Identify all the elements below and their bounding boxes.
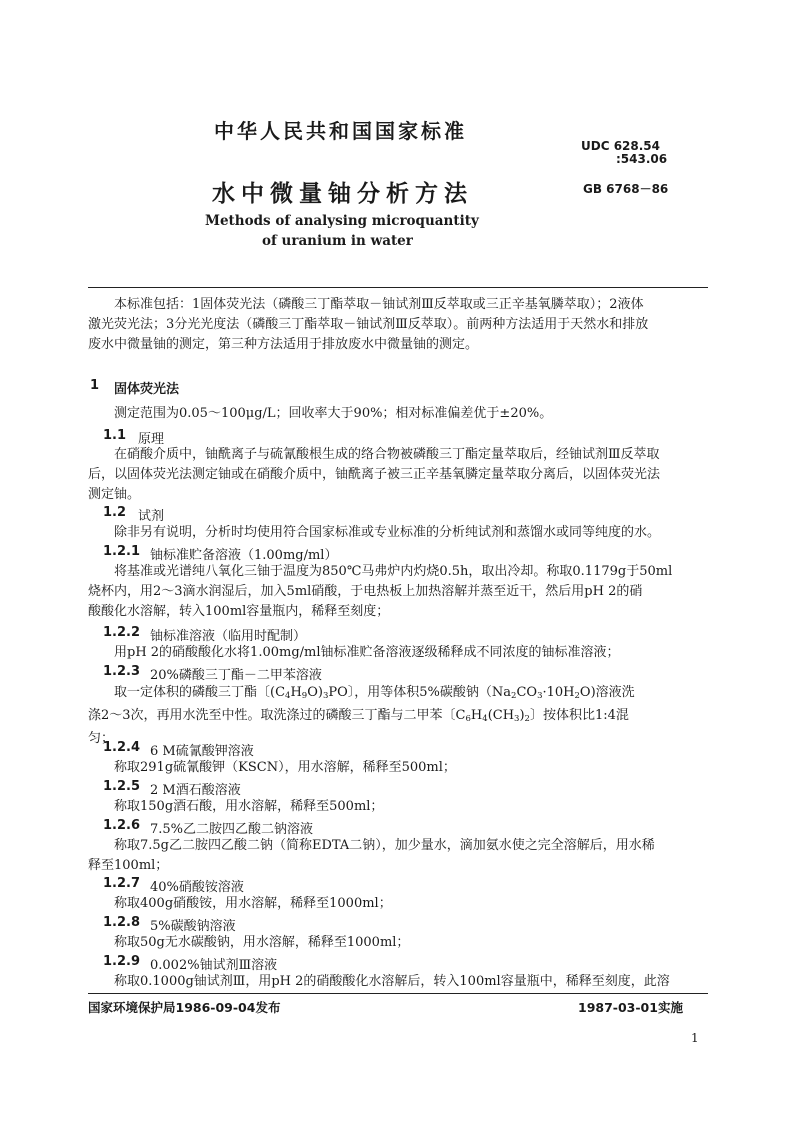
section-1-number: 1 (90, 378, 100, 393)
footer-divider (88, 993, 708, 994)
measurement-range-text: 测定范围为0.05～100μg/L；回收率大于90%；相对标准偏差优于±20%。 (114, 406, 553, 421)
sodium-carbonate-text: 称取50g无水碳酸钠，用水溶解，稀释至1000ml； (114, 935, 410, 950)
principle-line: 后，以固体荧光法测定铀或在硝酸介质中，铀酰离子被三正辛基氧膦定量萃取分离后，以固体荧光法 (88, 467, 661, 482)
reagents-note: 除非另有说明，分析时均使用符合国家标准或专业标准的分析纯试剂和蒸馏水或同等纯度的水。 (114, 525, 661, 540)
national-standard-heading: 中华人民共和国国家标准 (214, 119, 467, 143)
principle-paragraph (88, 445, 660, 505)
gb-standard-code: GB 6768－86 (583, 182, 669, 196)
page-number: 1 (691, 1031, 699, 1045)
section-1-2-4-number: 1.2.4 (103, 740, 141, 755)
intro-line: 废水中微量铀的测定，第三种方法适用于排放废水中微量铀的测定。 (88, 337, 479, 352)
section-1-2-6-number: 1.2.6 (103, 818, 141, 833)
stock-solution-paragraph (88, 562, 672, 622)
intro-line: 激光荧光法；3分光光度法（磷酸三丁酯萃取－铀试剂Ⅲ反萃取）。前两种方法适用于天然水和排放 (88, 317, 649, 332)
section-1-2-1-number: 1.2.1 (103, 544, 141, 559)
section-1-title: 固体荧光法 (114, 382, 180, 397)
section-1-1-number: 1.1 (103, 428, 127, 443)
section-1-2-1-title: 铀标准贮备溶液（1.00mg/ml） (150, 548, 338, 563)
section-1-2-9-number: 1.2.9 (103, 954, 141, 969)
section-1-2-5-number: 1.2.5 (103, 779, 141, 794)
stock-solution-line: 酸酸化水溶解，转入100ml容量瓶内，稀释至刻度； (88, 604, 390, 619)
edta-paragraph (88, 836, 655, 876)
udc-code: UDC 628.54 (581, 139, 660, 153)
section-1-2-3-number: 1.2.3 (103, 664, 141, 679)
tbp-xylene-line: 匀； (88, 731, 115, 746)
section-1-2-8-title: 5%碳酸钠溶液 (150, 919, 236, 934)
stock-solution-line: 烧杯内，用2～3滴水润湿后，加入5ml硝酸，于电热板上加热溶解并蒸至近干，然后用pH 2的硝 (88, 584, 643, 599)
edta-line: 称取7.5g乙二胺四乙酸二钠（简称EDTA二钠），加少量水，滴加氨水使之完全溶解后，用水稀 (114, 838, 655, 853)
document-title-en-line2: of uranium in water (262, 233, 413, 249)
section-1-2-3-title: 20%磷酸三丁酯－二甲苯溶液 (150, 668, 322, 683)
section-1-2-number: 1.2 (103, 505, 127, 520)
section-1-2-8-number: 1.2.8 (103, 915, 141, 930)
section-1-2-9-title: 0.002%铀试剂Ⅲ溶液 (150, 958, 278, 973)
edta-line: 释至100ml； (88, 858, 169, 873)
ammonium-nitrate-text: 称取400g硝酸铵，用水溶解，稀释至1000ml； (114, 896, 392, 911)
section-1-2-5-title: 2 M酒石酸溶液 (150, 783, 241, 798)
section-1-2-7-number: 1.2.7 (103, 876, 141, 891)
document-title-cn: 水中微量铀分析方法 (212, 181, 473, 207)
principle-line: 在硝酸介质中，铀酰离子与硫氰酸根生成的络合物被磷酸三丁酯定量萃取后，经铀试剂Ⅲ反萃取 (114, 447, 660, 462)
principle-line: 测定铀。 (88, 487, 141, 502)
section-1-2-6-title: 7.5%乙二胺四乙酸二钠溶液 (150, 822, 314, 837)
udc-code-continued: :543.06 (616, 152, 668, 166)
document-title-en: Methods of analysing microquantity (205, 213, 479, 229)
standard-solution-text: 用pH 2的硝酸酸化水将1.00mg/ml铀标准贮备溶液逐级稀释成不同浓度的铀标准溶液； (114, 645, 620, 660)
intro-line: 本标准包括：1固体荧光法（磷酸三丁酯萃取－铀试剂Ⅲ反萃取或三正辛基氧膦萃取）；2液体 (114, 297, 644, 312)
stock-solution-line: 将基准或光谱纯八氧化三铀于温度为850℃马弗炉内灼烧0.5h，取出冷却。称取0.1179g于50ml (114, 564, 673, 579)
section-1-2-title: 试剂 (138, 509, 165, 524)
issue-date: 国家环境保护局1986-09-04发布 (88, 1000, 281, 1015)
section-1-2-4-title: 6 M硫氰酸钾溶液 (150, 744, 254, 759)
section-1-2-7-title: 40%硝酸铵溶液 (150, 880, 244, 895)
kscn-solution-text: 称取291g硫氰酸钾（KSCN），用水溶解，稀释至500ml； (114, 760, 456, 775)
section-1-1-title: 原理 (138, 432, 165, 447)
tbp-xylene-line: 涤2～3次，再用水洗至中性。取洗涤过的磷酸三丁酯与二甲苯〔$C_6H_4(CH_3)_2$〕按体积比1:4混 (88, 708, 629, 724)
section-1-2-2-number: 1.2.2 (103, 625, 141, 640)
header-divider (88, 287, 708, 288)
section-1-2-2-title: 铀标准溶液（临用时配制） (150, 629, 307, 644)
uranium-reagent-text: 称取0.1000g铀试剂Ⅲ，用pH 2的硝酸酸化水溶解后，转入100ml容量瓶中，稀释至刻度，此溶 (114, 974, 670, 989)
effective-date: 1987-03-01实施 (578, 1000, 683, 1015)
intro-paragraph (88, 295, 648, 355)
tbp-xylene-line: 取一定体积的磷酸三丁酯〔$(C_4H_9O)_3PO$〕，用等体积5%碳酸钠$(Na_2CO_3\cdot 10H_2O)$溶液洗 (114, 685, 635, 701)
tartaric-acid-text: 称取150g酒石酸，用水溶解，稀释至500ml； (114, 799, 384, 814)
